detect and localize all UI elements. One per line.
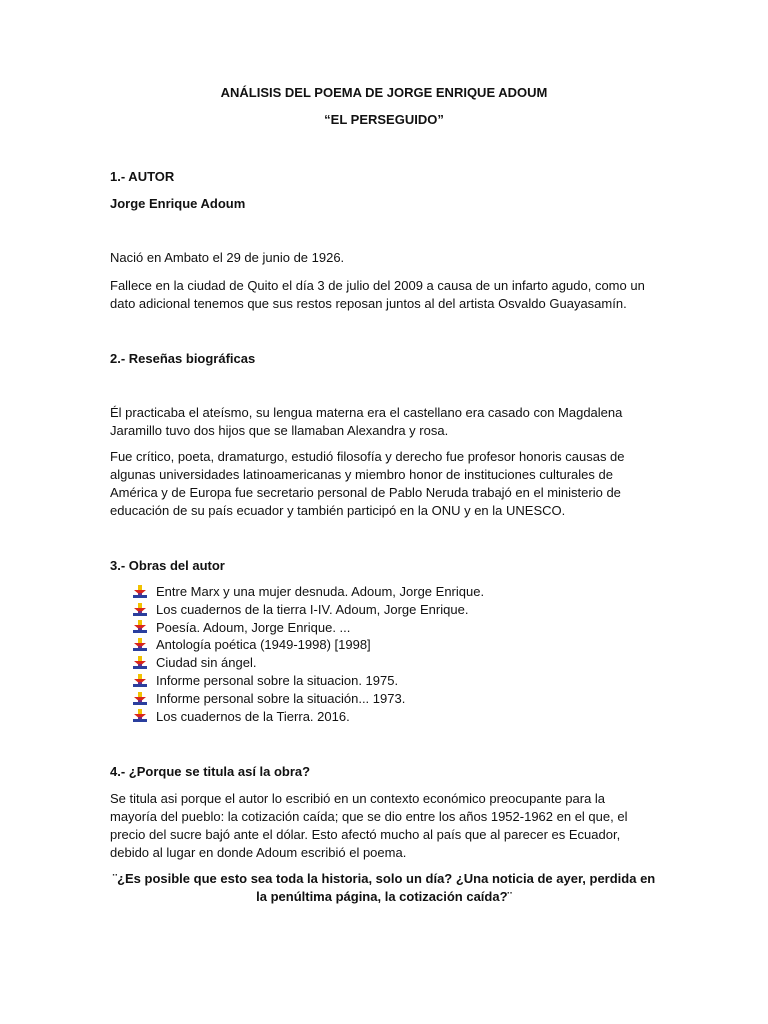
paragraph-born: Nació en Ambato el 29 de junio de 1926. [110, 250, 345, 265]
work-title: Ciudad sin ángel. [156, 655, 257, 671]
color-arrow-bullet-icon [132, 585, 148, 599]
section-heading-works: 3.- Obras del autor [110, 558, 225, 573]
color-arrow-bullet-icon [132, 709, 148, 723]
color-arrow-bullet-icon [132, 674, 148, 688]
section-heading-title-reason: 4.- ¿Porque se titula así la obra? [110, 764, 311, 779]
document-title: ANÁLISIS DEL POEMA DE JORGE ENRIQUE ADOUM [220, 85, 548, 100]
list-item [132, 708, 484, 726]
poem-quote: ¨¿Es posible que esto sea toda la historia, solo un día? ¿Una noticia de ayer, perdida en la penúltima página, la cotización caída?¨ [112, 871, 656, 904]
color-arrow-bullet-icon [132, 603, 148, 617]
author-name: Jorge Enrique Adoum [110, 196, 246, 211]
work-title: Informe personal sobre la situacion. 1975. [156, 672, 399, 688]
list-item [132, 601, 484, 619]
paragraph-died: Fallece en la ciudad de Quito el día 3 de julio del 2009 a causa de un infarto agudo, como un dato adicional tenemos que sus restos reposan juntos al del artista Osvaldo Guayasamín. [110, 278, 645, 311]
paragraph-bio-1: Él practicaba el ateísmo, su lengua materna era el castellano era casado con Magdalena Jaramillo tuvo dos hijos que se llamaban Alexandra y rosa. [110, 405, 623, 438]
list-item [132, 672, 484, 690]
list-item [132, 636, 484, 654]
color-arrow-bullet-icon [132, 638, 148, 652]
list-item [132, 654, 484, 672]
color-arrow-bullet-icon [132, 656, 148, 670]
paragraph-bio-2: Fue crítico, poeta, dramaturgo, estudió filosofía y derecho fue profesor honoris causas de algunas universidades latinoamericanas y miembro honor de instituciones culturales de América y de Europa fue secretario personal de Pablo Neruda trabajó en el ministerio de educación de su país ecuador y también participó en la ONU y en la UNESCO. [110, 449, 625, 518]
paragraph-title-reason: Se titula asi porque el autor lo escribió en un contexto económico preocupante para la mayoría del pueblo: la cotización caída; que se dio entre los años 1952-1962 en el que, el precio del sucre bajó ante el dólar. Esto afectó mucho al país que al parecer es Ecuador, debido al lugar en donde Adoum escribió el poema. [110, 791, 628, 860]
section-heading-author: 1.- AUTOR [110, 169, 175, 184]
work-title: Poesía. Adoum, Jorge Enrique. ... [156, 619, 351, 635]
work-title: Entre Marx y una mujer desnuda. Adoum, Jorge Enrique. [156, 584, 485, 599]
list-item [132, 619, 484, 637]
list-item [132, 583, 484, 601]
color-arrow-bullet-icon [132, 620, 148, 634]
work-title: Antología poética (1949-1998) [1998] [156, 637, 371, 653]
work-title: Los cuadernos de la tierra I-IV. Adoum, Jorge Enrique. [156, 601, 469, 617]
works-list [132, 583, 484, 725]
work-title: Informe personal sobre la situación... 1973. [156, 690, 406, 706]
color-arrow-bullet-icon [132, 692, 148, 706]
document-subtitle: “EL PERSEGUIDO” [324, 112, 444, 127]
section-heading-bio: 2.- Reseñas biográficas [110, 351, 256, 366]
list-item [132, 690, 484, 708]
work-title: Los cuadernos de la Tierra. 2016. [156, 708, 350, 724]
